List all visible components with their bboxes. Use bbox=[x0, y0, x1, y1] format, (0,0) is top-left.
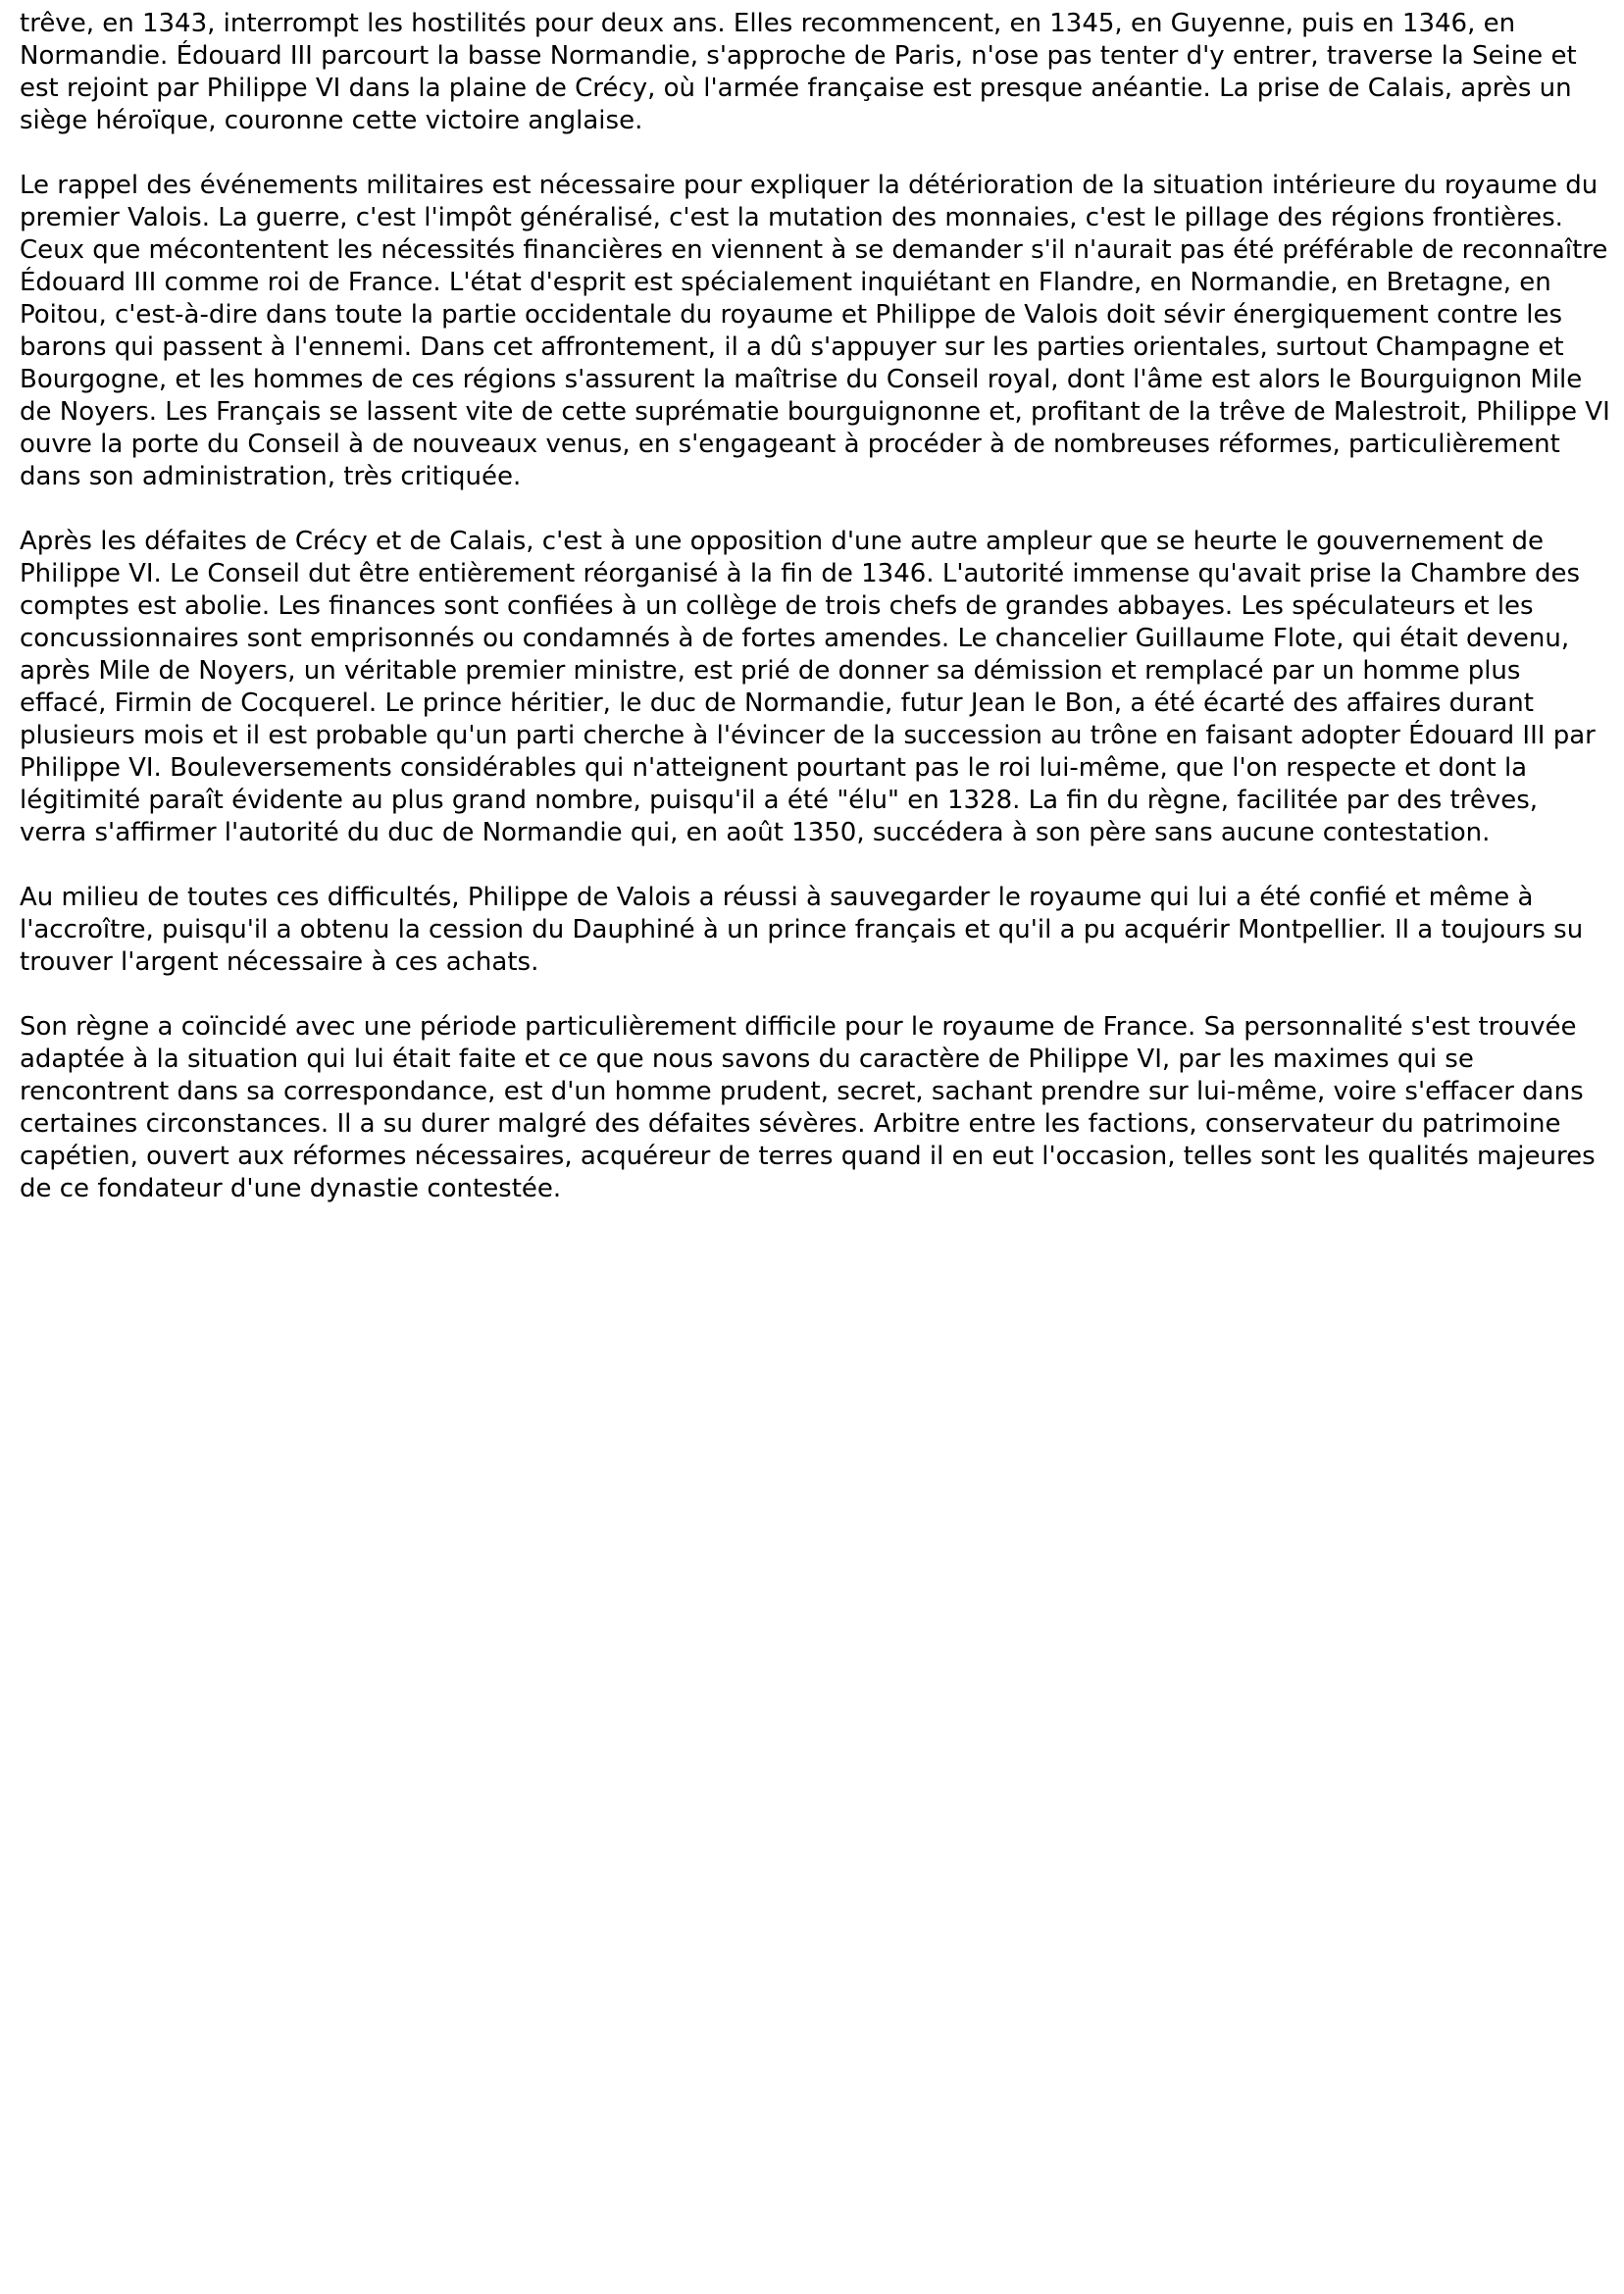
paragraph-5: Son règne a coïncidé avec une période particulièrement difficile pour le royaume de France. Sa personnalité s'est trouvée adaptée à la situation qui lui était faite et ce que nous savons du caractère de Philippe VI, par les maximes qui se rencontrent dans sa correspondance, est d'un homme prudent, secret, sachant prendre sur lui-même, voire s'effacer dans certaines circonstances. Il a su durer malgré des défaites sévères. Arbitre entre les factions, conservateur du patrimoine capétien, ouvert aux réformes nécessaires, acquéreur de terres quand il en eut l'occasion, telles sont les qualités majeures de ce fondateur d'une dynastie contestée. bbox=[20, 1012, 1596, 1203]
paragraph-2: Le rappel des événements militaires est nécessaire pour expliquer la détérioration de la situation intérieure du royaume du premier Valois. La guerre, c'est l'impôt généralisé, c'est la mutation des monnaies, c'est le pillage des régions frontières. Ceux que mécontentent les nécessités financières en viennent à se demander s'il n'aurait pas été préférable de reconnaître Édouard III comme roi de France. L'état d'esprit est spécialement inquiétant en Flandre, en Normandie, en Bretagne, en Poitou, c'est-à-dire dans toute la partie occidentale du royaume et Philippe de Valois doit sévir énergiquement contre les barons qui passent à l'ennemi. Dans cet affrontement, il a dû s'appuyer sur les parties orientales, surtout Champagne et Bourgogne, et les hommes de ces régions s'assurent la maîtrise du Conseil royal, dont l'âme est alors le Bourguignon Mile de Noyers. Les Français se lassent vite de cette suprématie bourguignonne et, profitant de la trêve de Malestroit, Philippe VI ouvre la porte du Conseil à de nouveaux venus, en s'engageant à procéder à de nombreuses réformes, particulièrement dans son administration, très critiquée. bbox=[20, 171, 1610, 491]
paragraph-4: Au milieu de toutes ces difficultés, Philippe de Valois a réussi à sauvegarder le royaume qui lui a été confié et même à l'accroître, puisqu'il a obtenu la cession du Dauphiné à un prince français et qu'il a pu acquérir Montpellier. Il a toujours su trouver l'argent nécessaire à ces achats. bbox=[20, 883, 1584, 977]
paragraph-3: Après les défaites de Crécy et de Calais, c'est à une opposition d'une autre ampleur que se heurte le gouvernement de Philippe VI. Le Conseil dut être entièrement réorganisé à la fin de 1346. L'autorité immense qu'avait prise la Chambre des comptes est abolie. Les finances sont confiées à un collège de trois chefs de grandes abbayes. Les spéculateurs et les concussionnaires sont emprisonnés ou condamnés à de fortes amendes. Le chancelier Guillaume Flote, qui était devenu, après Mile de Noyers, un véritable premier ministre, est prié de donner sa démission et remplacé par un homme plus effacé, Firmin de Cocquerel. Le prince héritier, le duc de Normandie, futur Jean le Bon, a été écarté des affaires durant plusieurs mois et il est probable qu'un parti cherche à l'évincer de la succession au trône en faisant adopter Édouard III par Philippe VI. Bouleversements considérables qui n'atteignent pourtant pas le roi lui-même, que l'on respecte et dont la légitimité paraît évidente au plus grand nombre, puisqu'il a été "élu" en 1328. La fin du règne, facilitée par des trêves, verra s'affirmer l'autorité du duc de Normandie qui, en août 1350, succédera à son père sans aucune contestation. bbox=[20, 527, 1596, 847]
paragraph-1: trêve, en 1343, interrompt les hostilités pour deux ans. Elles recommencent, en 1345, en Guyenne, puis en 1346, en Normandie. Édouard III parcourt la basse Normandie, s'approche de Paris, n'ose pas tenter d'y entrer, traverse la Seine et est rejoint par Philippe VI dans la plaine de Crécy, où l'armée française est presque anéantie. La prise de Calais, après un siège héroïque, couronne cette victoire anglaise. bbox=[20, 9, 1577, 135]
document-body bbox=[20, 8, 1612, 1238]
